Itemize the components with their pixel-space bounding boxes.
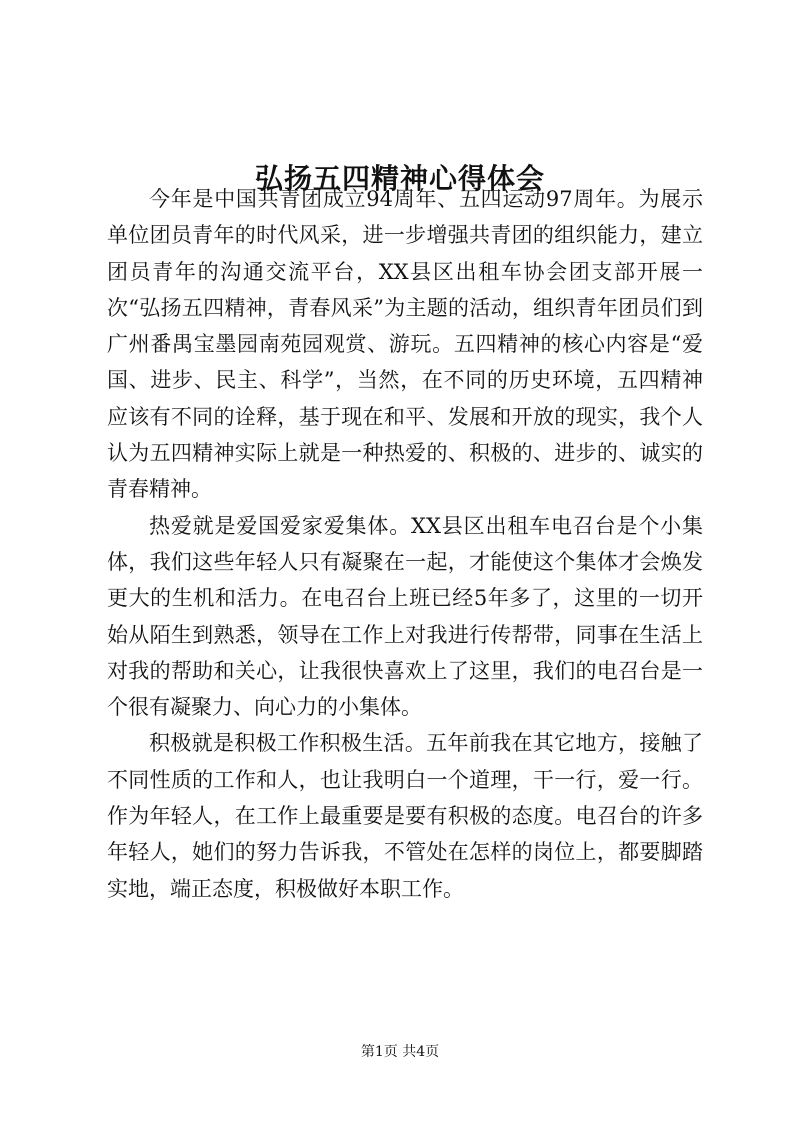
document-title: 弘扬五四精神心得体会 [254,161,545,195]
paragraph-3: 积极就是积极工作积极生活。五年前我在其它地方，接触了不同性质的工作和人，也让我明白一个道理，干一行，爱一行。作为年轻人，在工作上最重要是要有积极的态度。电召台的许多年轻人，她们的努力告诉我，不管处在怎样的岗位上，都要脚踏实地，端正态度，积极做好本职工作。 [107,731,703,901]
document-body [107,181,703,907]
page-number-footer: 第1页 共4页 [360,1044,440,1060]
paragraph-2: 热爱就是爱国爱家爱集体。XX县区出租车电召台是个小集体，我们这些年轻人只有凝聚在一起，才能使这个集体才会焕发更大的生机和活力。在电召台上班已经5年多了，这里的一切开始从陌生到熟悉，领导在工作上对我进行传帮带，同事在生活上对我的帮助和关心，让我很快喜欢上了这里，我们的电召台是一个很有凝聚力、向心力的小集体。 [107,513,703,720]
paragraph-1: 今年是中国共青团成立94周年、五四运动97周年。为展示单位团员青年的时代风采，进一步增强共青团的组织能力，建立团员青年的沟通交流平台，XX县区出租车协会团支部开展一次“弘扬五四精神，青春风采”为主题的活动，组织青年团员们到广州番禺宝墨园南苑园观赏、游玩。五四精神的核心内容是“爱国、进步、民主、科学”，当然，在不同的历史环境，五四精神应该有不同的诠释，基于现在和平、发展和开放的现实，我个人认为五四精神实际上就是一种热爱的、积极的、进步的、诚实的青春精神。 [107,187,703,502]
